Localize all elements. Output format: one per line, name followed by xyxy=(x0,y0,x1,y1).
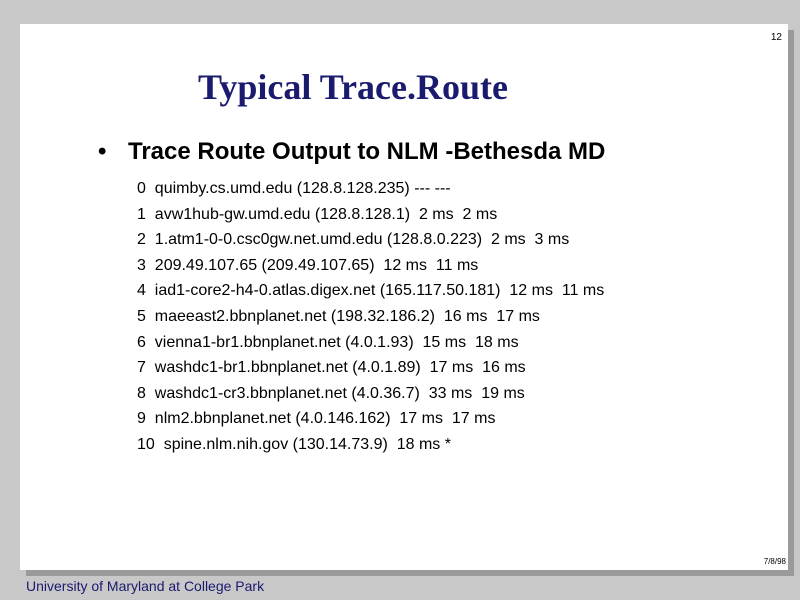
footer-text: University of Maryland at College Park xyxy=(26,578,265,594)
slide xyxy=(20,24,788,570)
trace-row-3: 3 209.49.107.65 (209.49.107.65) 12 ms 11 ms xyxy=(137,256,479,274)
bullet-dot: • xyxy=(98,138,107,165)
page-number: 12 xyxy=(770,32,782,43)
trace-row-4: 4 iad1-core2-h4-0.atlas.digex.net (165.117.50.181) 12 ms 11 ms xyxy=(137,282,605,300)
slide-title: Typical Trace.Route xyxy=(198,67,508,107)
bullet-heading xyxy=(98,138,605,166)
trace-row-6: 6 vienna1-br1.bbnplanet.net (4.0.1.93) 15 ms 18 ms xyxy=(137,333,519,351)
trace-row-9: 9 nlm2.bbnplanet.net (4.0.146.162) 17 ms 17 ms xyxy=(137,410,496,428)
bullet-text: Trace Route Output to NLM -Bethesda MD xyxy=(128,138,606,165)
trace-row-2: 2 1.atm1-0-0.csc0gw.net.umd.edu (128.8.0.223) 2 ms 3 ms xyxy=(137,231,570,249)
trace-row-5: 5 maeeast2.bbnplanet.net (198.32.186.2) 16 ms 17 ms xyxy=(137,307,540,325)
slide-date: 7/8/98 xyxy=(763,557,786,566)
trace-row-8: 8 washdc1-cr3.bbnplanet.net (4.0.36.7) 33 ms 19 ms xyxy=(137,384,525,402)
trace-row-7: 7 washdc1-br1.bbnplanet.net (4.0.1.89) 17 ms 16 ms xyxy=(137,359,526,377)
trace-row-10: 10 spine.nlm.nih.gov (130.14.73.9) 18 ms * xyxy=(137,435,451,453)
trace-row-0: 0 quimby.cs.umd.edu (128.8.128.235) --- --- xyxy=(137,180,451,197)
trace-row-1: 1 avw1hub-gw.umd.edu (128.8.128.1) 2 ms 2 ms xyxy=(137,205,498,223)
trace-route-list xyxy=(137,176,604,458)
